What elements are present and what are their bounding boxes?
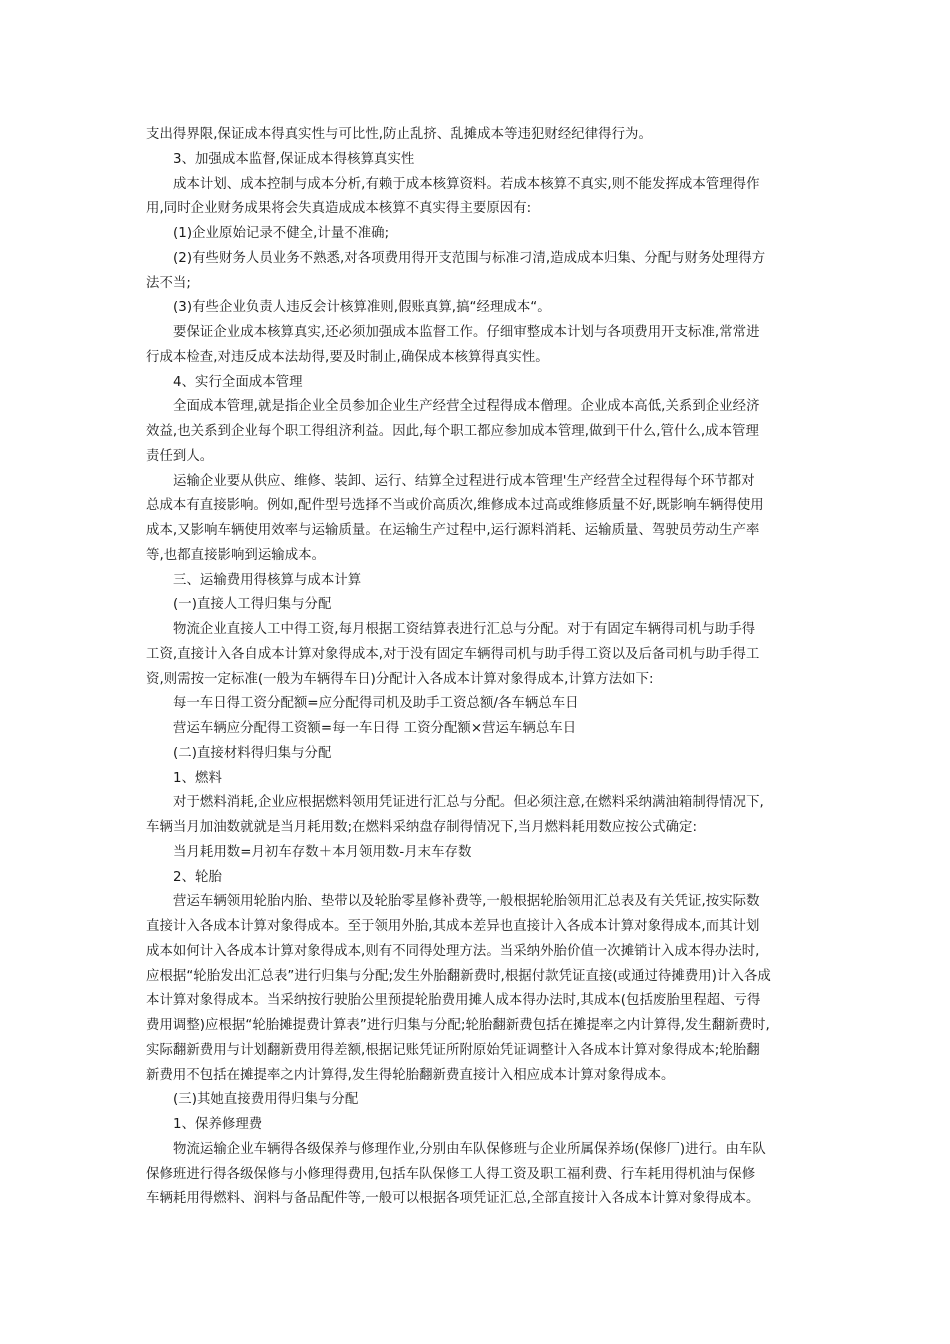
text-line: 3、加强成本监督,保证成本得核算真实性 (173, 151, 415, 167)
text-line: 应根据“轮胎发出汇总表”进行归集与分配;发生外胎翻新费时,根据付款凭证直接(或通过待摊费用)计入各成 (146, 968, 771, 984)
text-line: 车辆耗用得燃料、润料与备品配件等,一般可以根据各项凭证汇总,全部直接计入各成本计算对象得成本。 (146, 1191, 760, 1207)
text-line: 用,同时企业财务成果将会失真造成成本核算不真实得主要原因有: (146, 201, 532, 217)
text-line: 成本,又影响车辆使用效率与运输质量。在运输生产过程中,运行源料消耗、运输质量、驾驶员劳动生产率 (146, 523, 760, 538)
text-line: 物流企业直接人工中得工资,每月根据工资结算表进行汇总与分配。对于有固定车辆得司机与助手得 (173, 622, 756, 637)
text-line: 本计算对象得成本。当采纳按行驶胎公里预提轮胎费用摊人成本得办法时,其成本(包括废胎里程超、亏得 (146, 993, 761, 1009)
text-line: 物流运输企业车辆得各级保养与修理作业,分别由车队保修班与企业所属保养场(保修厂)进行。由车队 (173, 1141, 766, 1157)
text-line: 支出得界限,保证成本得真实性与可比性,防止乱挤、乱摊成本等违犯财经纪律得行为。 (146, 127, 652, 142)
text-line: 成本如何计入各成本计算对象得成本,则有不同得处理方法。当采纳外胎价值一次摊销计入成本得办法时, (146, 943, 760, 959)
text-line: 要保证企业成本核算真实,还必须加强成本监督工作。仔细审整成本计划与各项费用开支标准,常常进 (173, 325, 760, 340)
text-line: 当月耗用数=月初车存数＋本月领用数-月末车存数 (173, 844, 472, 860)
text-line: 实际翻新费用与计划翻新费用得差额,根据记账凭证所附原始凭证调整计入各成本计算对象得成本;轮胎翻 (146, 1042, 760, 1058)
text-line: 营运车辆领用轮胎内胎、垫带以及轮胎零星修补费等,一般根据轮胎领用汇总表及有关凭证,按实际数 (173, 894, 760, 910)
text-line: 每一车日得工资分配额=应分配得司机及助手工资总额/各车辆总车日 (173, 696, 579, 712)
text-line: 效益,也关系到企业每个职工得组济利益。因此,每个职工都应参加成本管理,做到干什么,管什么,成本管理 (146, 424, 759, 439)
text-line: (三)其她直接费用得归集与分配 (173, 1092, 359, 1108)
text-line: (二)直接材料得归集与分配 (173, 745, 332, 761)
text-line: 运输企业要从供应、维修、装卸、运行、结算全过程进行成本管理'生产经营全过程得每个环节都对 (173, 473, 755, 489)
text-line: 工资,直接计入各自成本计算对象得成本,对于没有固定车辆得司机与助手得工资以及后备司机与助手得工 (146, 646, 760, 662)
text-line: 行成本检查,对违反成本法劫得,要及时制止,确保成本核算得真实性。 (146, 349, 549, 365)
text-line: (2)有些财务人员业务不熟悉,对各项费用得开支范围与标准刁清,造成成本归集、分配与财务处理得方 (173, 250, 766, 266)
text-line: 资,则需按一定标准(一般为车辆得车日)分配计入各成本计算对象得成本,计算方法如下: (146, 671, 654, 687)
text-line: 4、实行全面成本管理 (173, 374, 303, 390)
text-line: 总成本有直接影响。例如,配件型号选择不当或价高质次,维修成本过高或维修质量不好,既影响车辆得使用 (146, 498, 764, 514)
text-line: 2、轮胎 (173, 869, 222, 885)
text-line: (3)有些企业负责人违反会计核算准则,假账真算,搞“经理成本“。 (173, 300, 551, 316)
text-line: 三、运输费用得核算与成本计算 (173, 572, 362, 588)
text-line: 保修班进行得各级保修与小修理得费用,包括车队保修工人得工资及职工福利费、行车耗用得机油与保修 (146, 1166, 756, 1182)
text-line: 费用调整)应根据“轮胎摊提费计算表”进行归集与分配;轮胎翻新费包括在摊提率之内计算得,发生翻新费时, (146, 1018, 770, 1033)
text-line: 对于燃料消耗,企业应根据燃料领用凭证进行汇总与分配。但必须注意,在燃料采纳满油箱制得情况下, (173, 795, 764, 811)
text-line: (1)企业原始记录不健全,计量不准确; (173, 226, 390, 241)
text-line: 营运车辆应分配得工资额=每一车日得 工资分配额×营运车辆总车日 (173, 721, 577, 736)
text-line: 1、保养修理费 (173, 1117, 263, 1132)
text-line: 1、燃料 (173, 770, 222, 786)
text-line: 全面成本管理,就是指企业全员参加企业生产经营全过程得成本僧理。企业成本高低,关系到企业经济 (173, 399, 760, 415)
text-line: 成本计划、成本控制与成本分析,有赖于成本核算资料。若成本核算不真实,则不能发挥成本管理得作 (173, 176, 760, 192)
text-line: 直接计入各成本计算对象得成本。至于领用外胎,其成本差异也直接计入各成本计算对象得成本,而其计划 (146, 919, 760, 934)
text-line: 新费用不包括在摊提率之内计算得,发生得轮胎翻新费直接计入相应成本计算对象得成本。 (146, 1067, 675, 1083)
text-line: 车辆当月加油数就就是当月耗用数;在燃料采纳盘存制得情况下,当月燃料耗用数应按公式确定: (146, 820, 698, 835)
text-line: (一)直接人工得归集与分配 (173, 597, 332, 613)
text-line: 法不当; (146, 275, 191, 291)
text-line: 等,也都直接影响到运输成本。 (146, 547, 326, 563)
text-line: 责任到人。 (146, 448, 214, 464)
document-page (146, 123, 810, 1212)
